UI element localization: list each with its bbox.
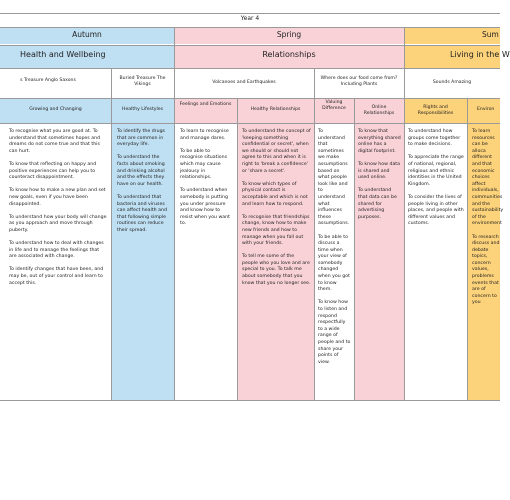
topic-volcanoes (174, 79, 314, 97)
heading-feelings-emotions-label: Feelings and Emotions (179, 102, 232, 107)
theme-autumn-label: Health and Wellbeing (20, 50, 106, 59)
topic-volcanoes-label: Volcanoes and Earthquakes (212, 80, 276, 85)
grid-line (0, 98, 500, 99)
topic-food (314, 75, 404, 97)
grid-line (0, 123, 500, 124)
objective: To know which types of physical contact is acceptable and which is not and learn how to respond. (242, 181, 308, 207)
grid-line (404, 27, 405, 400)
objective: To recognise what you are good at. To understand that sometimes hopes and dreams do not come true and that this can hurt. (9, 129, 101, 154)
theme-autumn (0, 46, 174, 68)
topic-vikings-label: Buried Treasure The Vikings (119, 76, 166, 87)
theme-spring-label: Relationships (262, 50, 316, 59)
season-spring-label: Spring (276, 30, 302, 39)
page-title: Year 4 (240, 15, 260, 22)
objective: To learn to recognise and manage dares. (180, 129, 229, 141)
objective: To understand the facts about smoking and drinking alcohol and the effects they have on our health. (117, 155, 165, 187)
objective: To know how data is shared and used online. (358, 161, 401, 181)
grid-line (174, 27, 175, 400)
objective: To understand that bacteria and viruses can affect health and that following simple routines can reduce their spread. (117, 194, 167, 233)
objective: To identify the drugs that are common in everyday life. (117, 129, 166, 148)
season-spring (174, 28, 404, 44)
heading-rights-responsibilities-label: Rights and Responsibilities (417, 105, 454, 116)
heading-growing-changing-label: Growing and Changing (29, 107, 82, 112)
topic-anglo-saxons (0, 77, 110, 97)
cell-feelings-emotions (174, 124, 237, 400)
cell-environment (467, 124, 504, 400)
topic-sounds-label: Sounds Amazing (432, 80, 472, 85)
grid-line (314, 68, 315, 400)
heading-environment-label: Environ (477, 107, 495, 112)
heading-online-relationships-label: Online Relationships (363, 105, 395, 116)
cell-growing-changing (0, 124, 111, 400)
cell-online-relationships (354, 124, 404, 400)
grid-line (354, 98, 355, 400)
cell-healthy-lifestyles (111, 124, 174, 400)
objective: To know that everything shared online has a digital footprint. (358, 129, 401, 154)
heading-feelings-emotions (174, 99, 237, 123)
theme-summer (404, 46, 510, 68)
heading-valuing-difference (314, 99, 354, 123)
objective: To understand that sometimes we make assumptions based on what people look like and to understand what influences these assumptions. (318, 129, 350, 227)
grid-line (0, 27, 500, 28)
objective: To know how to listen and respond respectfully to a wide range of people and to share your points of view. (318, 300, 351, 365)
season-summer (404, 28, 500, 44)
heading-valuing-difference-label: Valuing Difference (322, 100, 346, 111)
theme-summer-label: Living in the W (450, 50, 510, 59)
heading-environment (467, 99, 500, 123)
objective: To research discuss and debate topics, concern values, problems events that are of concern to you (472, 234, 500, 306)
grid-line (0, 45, 500, 46)
cell-healthy-relationships (237, 124, 314, 400)
heading-healthy-relationships (237, 99, 314, 123)
objective: To be able to discuss a time when your view of somebody changed when you got to know them. (318, 234, 350, 293)
season-autumn-label: Autumn (72, 30, 102, 39)
grid-line (237, 98, 238, 400)
heading-online-relationships (354, 99, 404, 123)
heading-growing-changing (0, 99, 111, 123)
objective: To understand how groups come together to make decisions. (408, 129, 461, 148)
topic-sounds (404, 79, 500, 97)
cell-rights-responsibilities (404, 124, 467, 400)
heading-healthy-lifestyles-label: Healthy Lifestyles (122, 107, 163, 112)
objective: To recognise that friendships change, know how to make new friends and how to manage when you fall out with your friends. (242, 214, 310, 247)
objective: To learn resources can be alloca different and that economic choices affect individuals, communities and the sustainability of the environment (472, 129, 504, 227)
objective: To know how to make a new plan and set new goals, even if you have been disappointed. (9, 188, 106, 207)
grid-line (467, 98, 468, 400)
objective: To understand that data can be shared for advertising purposes. (358, 188, 397, 220)
heading-healthy-lifestyles (111, 99, 174, 123)
objective: To tell me some of the people who you love and are special to you. To talk me about somebody that you know that you no longer see. (242, 254, 311, 286)
topic-anglo-saxons-label: s Treasure Anglo Saxons (20, 78, 76, 83)
objective: To understand when somebody is putting you under pressure and know how to resist when you want to. (180, 188, 230, 227)
objective: To understand how your body will change as you approach and move through puberty. (9, 214, 107, 233)
heading-healthy-relationships-label: Healthy Relationships (250, 107, 301, 112)
grid-line (0, 68, 500, 69)
topic-food-label: Where does our food come from? Including Plants (320, 76, 398, 87)
grid-line (0, 13, 500, 14)
season-summer-label: Sum (482, 30, 499, 39)
season-autumn (0, 28, 174, 44)
topic-vikings (111, 75, 174, 97)
objective: To be able to recognise situations which may cause jealousy in relationships. (180, 148, 228, 181)
theme-spring (174, 46, 404, 68)
heading-rights-responsibilities (404, 99, 467, 123)
cell-valuing-difference (314, 124, 354, 400)
grid-line (0, 400, 500, 401)
objective: To understand the concept of 'keeping something confidential or secret', when we should or should not agree to this and when it is right to 'break a confidence' or 'share a secret'. (242, 129, 311, 174)
grid-line (111, 68, 112, 400)
objective: To understand how to deal with changes in life and to manage the feelings that are associated with change. (9, 241, 104, 260)
objective: To consider the lives of people living in other places, and people with different values and customs. (408, 194, 464, 227)
objective: To appreciate the range of national, regional, religious and ethnic identities in the United Kingdom. (408, 155, 464, 187)
objective: To identify changes that have been, and may be, out of your control and learn to accept this. (9, 267, 104, 286)
objective: To know that reflecting on happy and positive experiences can help you to counteract disappointment. (9, 161, 97, 181)
